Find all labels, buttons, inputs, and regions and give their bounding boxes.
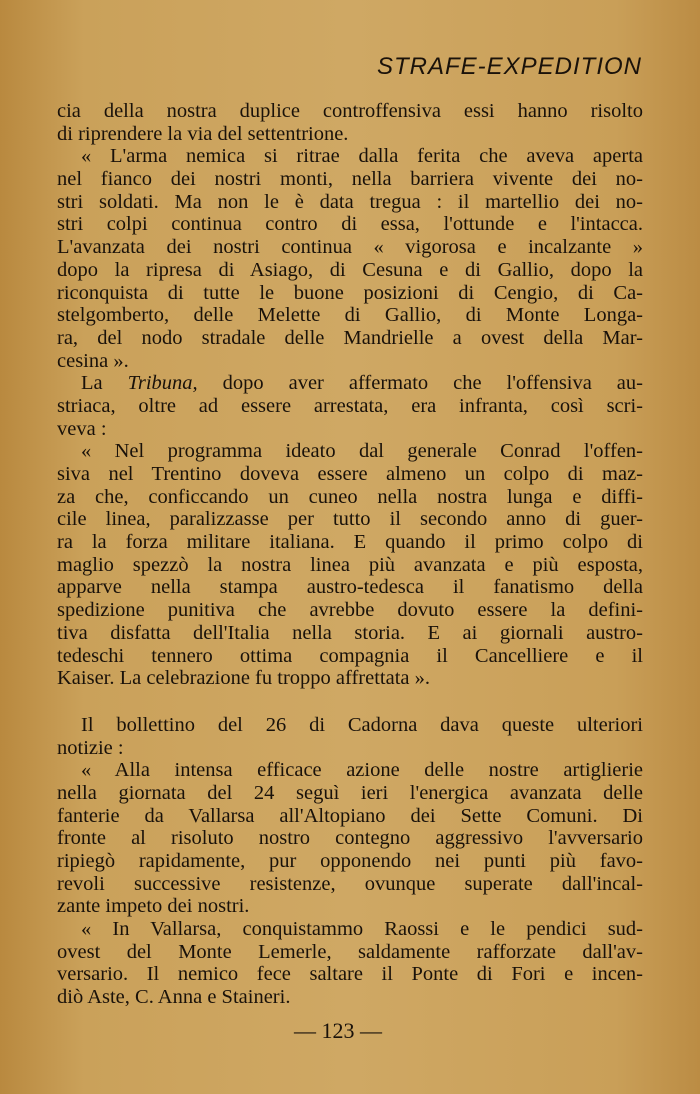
- text-line: dopo la ripresa di Asiago, di Cesuna e di Gallio, dopo la: [57, 258, 643, 281]
- text-line: cile linea, paralizzasse per tutto il secondo anno di guer-: [57, 508, 643, 531]
- text-line: « In Vallarsa, conquistammo Raossi e le pendici sud-: [81, 918, 643, 941]
- text-line: stelgomberto, delle Melette di Gallio, di Monte Longa-: [57, 304, 643, 327]
- text-line: « Alla intensa efficace azione delle nostre artiglierie: [81, 759, 643, 782]
- paragraph-3: [57, 372, 643, 440]
- text-line: notizie :: [57, 736, 124, 759]
- text-line: zante impeto dei nostri.: [57, 895, 250, 918]
- text-line: L'avanzata dei nostri continua « vigorosa e incalzante »: [57, 236, 643, 259]
- text-line: stri colpi continua contro di essa, l'ottunde e l'intacca.: [57, 213, 643, 236]
- text-run: La: [81, 372, 128, 395]
- newspaper-title: Tribuna,: [127, 372, 198, 395]
- text-line: maglio spezzò la nostra linea più avanzata e più esposta,: [57, 553, 643, 576]
- text-line: « L'arma nemica si ritrae dalla ferita che aveva aperta: [81, 145, 643, 168]
- text-line: ripiegò rapidamente, pur opponendo nei punti più favo-: [57, 850, 643, 872]
- text-line: diò Aste, C. Anna e Staineri.: [57, 986, 291, 1009]
- text-line: ra la forza militare italiana. E quando il primo colpo di: [57, 531, 643, 554]
- text-line: fanterie da Vallarsa all'Altopiano dei Sette Comuni. Di: [57, 804, 643, 827]
- text-line: riconquista di tutte le buone posizioni di Cengio, di Ca-: [57, 281, 643, 304]
- text-line: fronte al risoluto nostro contegno aggressivo l'avversario: [57, 827, 643, 850]
- running-head: STRAFE-EXPEDITION: [376, 53, 642, 80]
- text-line: Kaiser. La celebrazione fu troppo affrettata ».: [57, 667, 430, 690]
- text-line: tiva disfatta dell'Italia nella storia. E ai giornali austro-: [57, 621, 643, 644]
- paragraph-6: [57, 759, 643, 918]
- text-line: tedeschi tennero ottima compagnia il Cancelliere e il: [57, 644, 643, 667]
- text-line: nella giornata del 24 seguì ieri l'energica avanzata delle: [57, 781, 643, 804]
- text-line: veva :: [57, 417, 107, 440]
- body-text: [57, 100, 643, 1009]
- paragraph-1: [57, 100, 643, 145]
- text-line: cia della nostra duplice controffensiva essi hanno risolto: [57, 100, 643, 122]
- paragraph-7: [57, 918, 643, 1009]
- text-line: ra, del nodo stradale delle Mandrielle a ovest della Mar-: [57, 326, 643, 349]
- text-line: versario. Il nemico fece saltare il Ponte di Fori e incen-: [57, 963, 643, 986]
- text-line: siva nel Trentino doveva essere almeno un colpo di maz-: [57, 463, 643, 485]
- text-line: za che, conficcando un cuneo nella nostra lunga e diffi-: [57, 485, 643, 508]
- page-number: — 123 —: [294, 1018, 382, 1043]
- text-run: dopo aver affermato che l'offensiva au-: [197, 372, 643, 395]
- section-gap: [57, 690, 643, 714]
- text-line: [57, 372, 643, 395]
- paragraph-4: [57, 440, 643, 690]
- text-line: di riprendere la via del settentrione.: [57, 122, 349, 145]
- text-line: stri soldati. Ma non le è data tregua : il martellio dei no-: [57, 190, 643, 213]
- text-line: nel fianco dei nostri monti, nella barriera vivente dei no-: [57, 168, 643, 191]
- text-line: apparve nella stampa austro-tedesca il fanatismo della: [57, 576, 643, 599]
- paragraph-5: [57, 714, 643, 759]
- text-line: « Nel programma ideato dal generale Conrad l'offen-: [81, 440, 643, 463]
- paragraph-2: [57, 145, 643, 372]
- text-line: ovest del Monte Lemerle, saldamente rafforzate dall'av-: [57, 940, 643, 963]
- text-line: Il bollettino del 26 di Cadorna dava queste ulteriori: [81, 713, 643, 736]
- text-line: cesina ».: [57, 349, 129, 372]
- text-line: spedizione punitiva che avrebbe dovuto essere la defini-: [57, 599, 643, 622]
- text-line: striaca, oltre ad essere arrestata, era infranta, così scri-: [57, 394, 643, 417]
- text-line: revoli successive resistenze, ovunque superate dall'incal-: [57, 872, 643, 895]
